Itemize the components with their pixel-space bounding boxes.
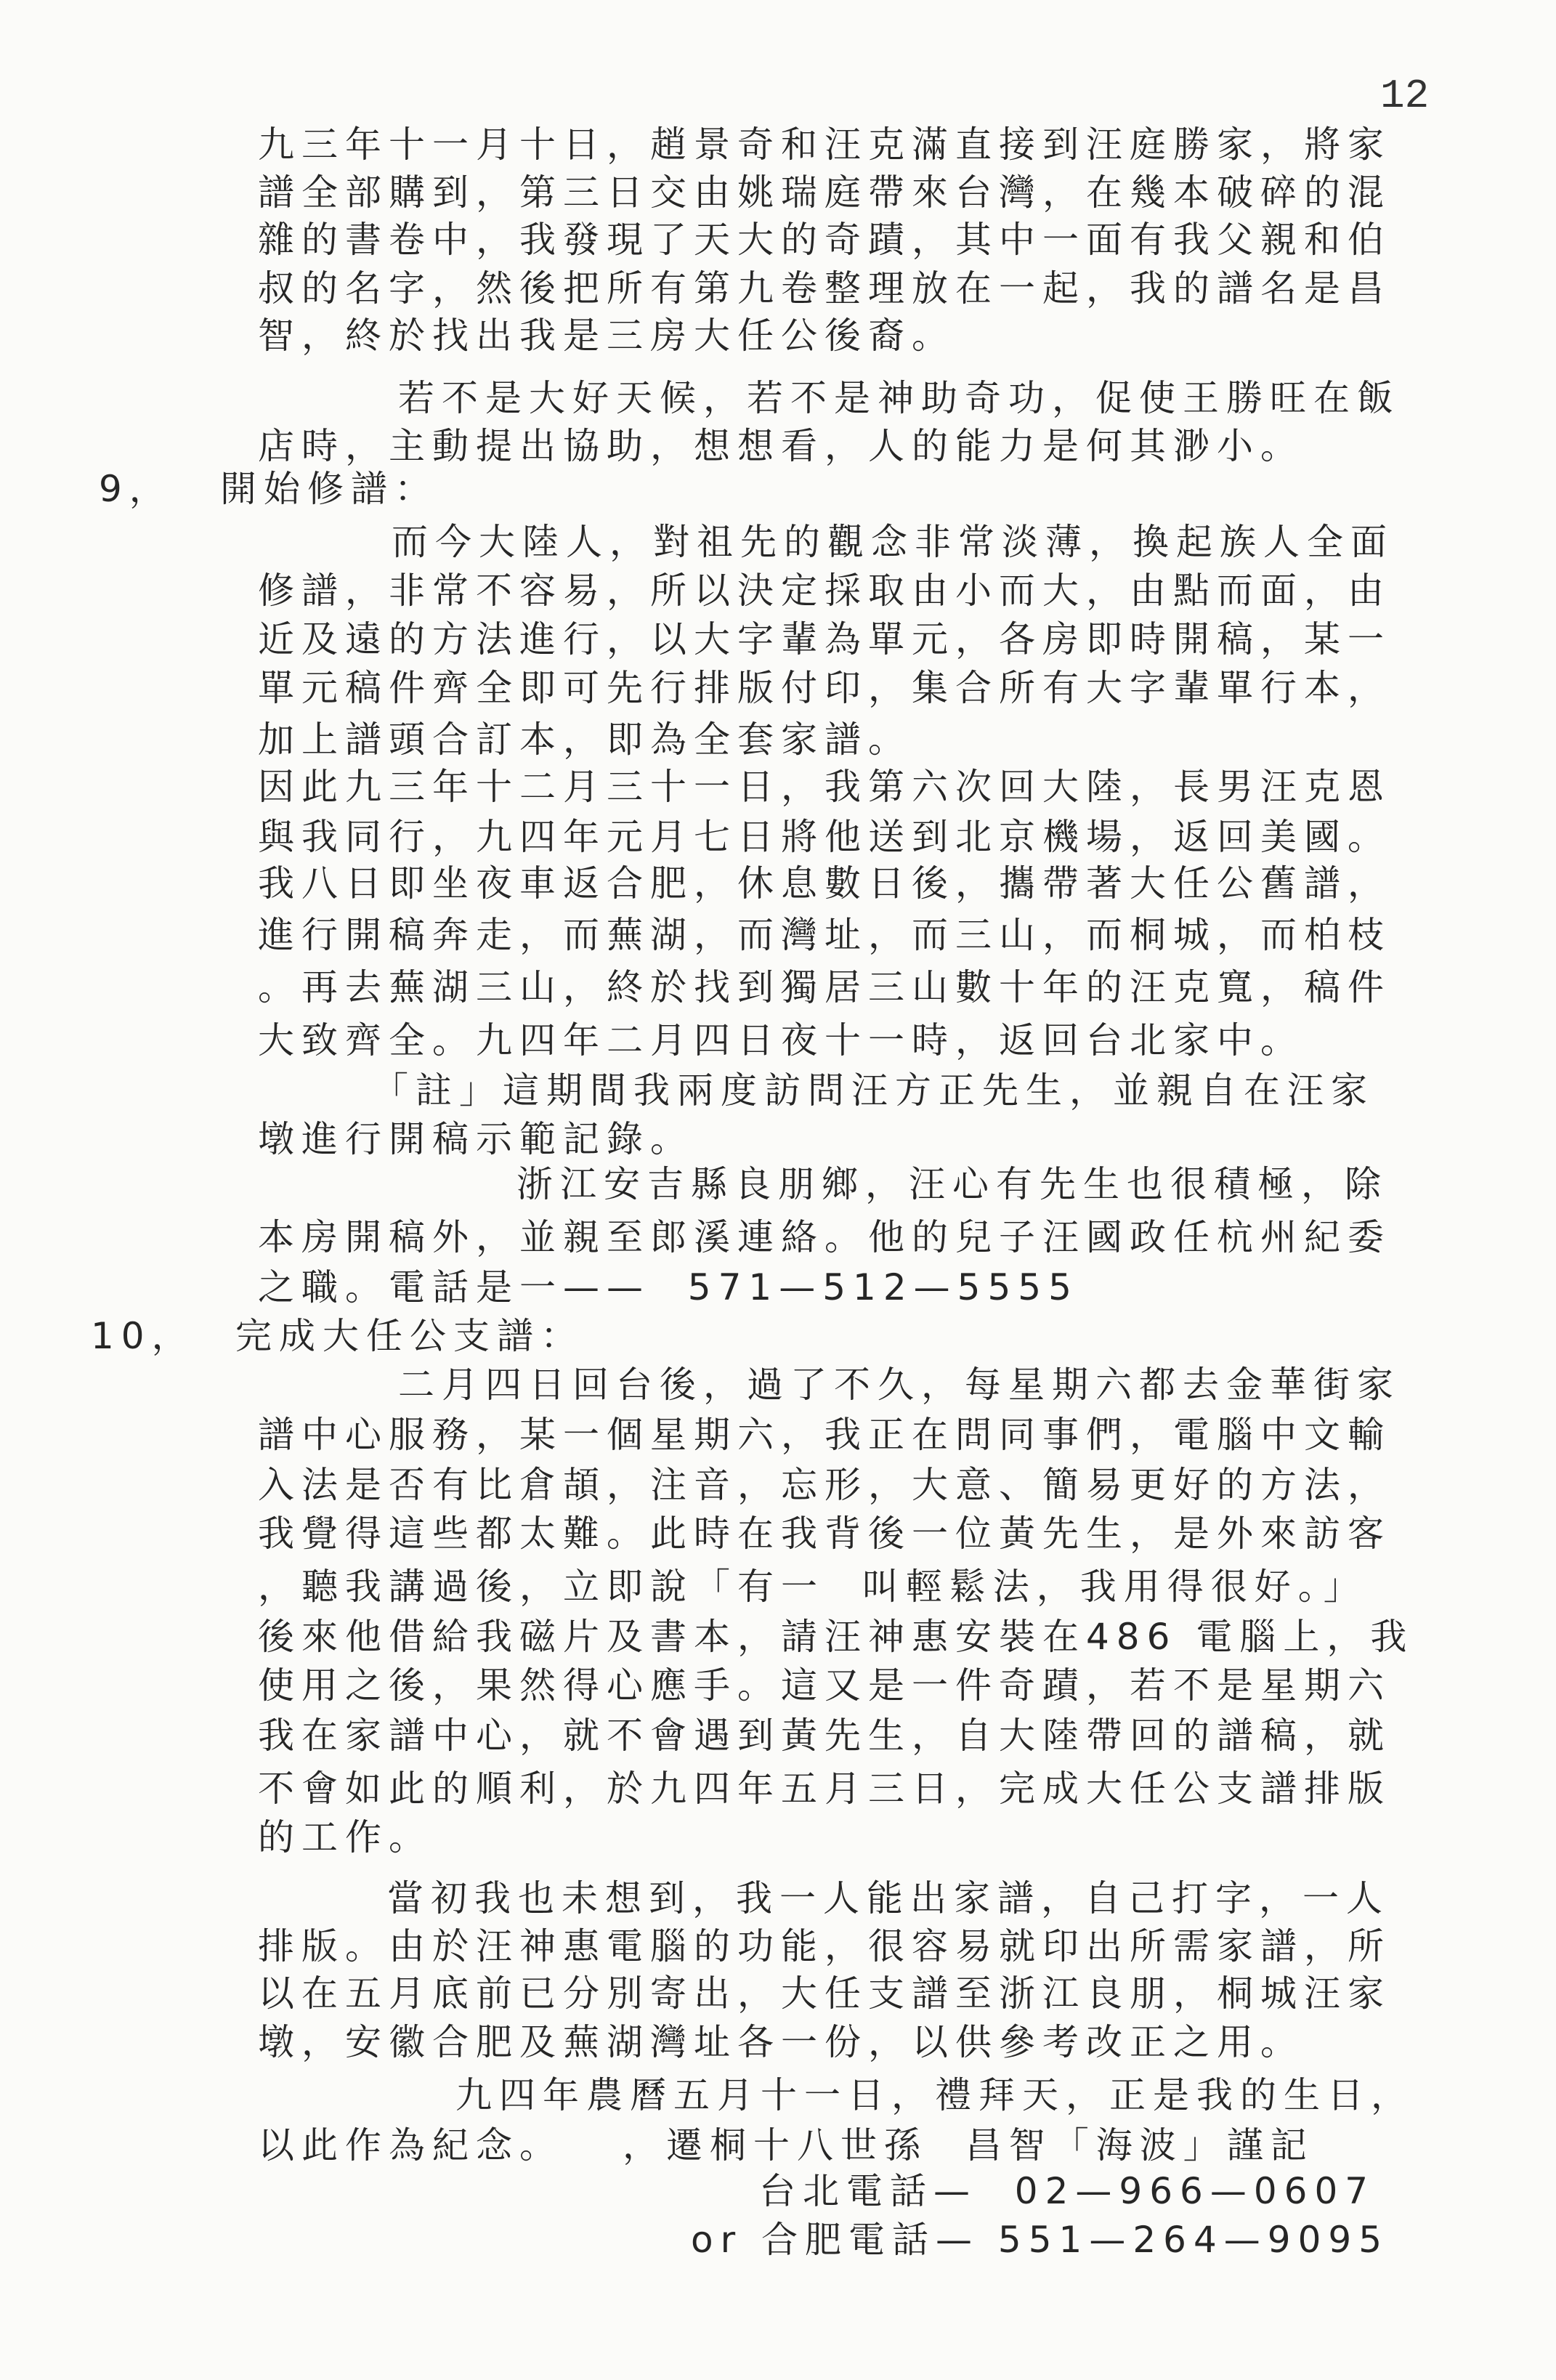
- section-title: 開始修譜：: [220, 468, 438, 510]
- signature-line: ，遷桐十八世孫 昌智「海波」謹記: [623, 2124, 1314, 2166]
- text-line: 智，終於找出我是三房大任公後裔。: [258, 315, 955, 357]
- hefei-phone: or 合肥電話— 551—264—9095: [691, 2219, 1390, 2261]
- text-line: 進行開稿奔走，而蕪湖，而灣址，而三山，而桐城，而柏枝: [258, 914, 1391, 956]
- text-line: 單元稿件齊全即可先行排版付印，集合所有大字輩單行本，: [258, 667, 1391, 709]
- text-line: 入法是否有比倉頡，注音，忘形，大意、簡易更好的方法，: [258, 1464, 1391, 1506]
- page-number: 12: [1380, 73, 1430, 119]
- text-line: 墩，安徽合肥及蕪湖灣址各一份，以供參考改正之用。: [258, 2021, 1304, 2063]
- text-line: 。再去蕪湖三山，終於找到獨居三山數十年的汪克寬，稿件: [258, 966, 1391, 1008]
- section-title: 完成大任公支譜：: [235, 1315, 584, 1357]
- text-line: 店時，主動提出協助，想想看，人的能力是何其渺小。: [258, 425, 1304, 467]
- text-line: 「註」這期間我兩度訪問汪方正先生，並親自在汪家: [372, 1069, 1374, 1112]
- text-line: 九三年十一月十日，趙景奇和汪克滿直接到汪庭勝家，將家: [258, 124, 1391, 166]
- text-line: 譜中心服務，某一個星期六，我正在問同事們，電腦中文輸: [258, 1414, 1391, 1456]
- text-line: 九四年農曆五月十一日，禮拜天，正是我的生日，: [455, 2074, 1414, 2116]
- text-line: 以此作為紀念。: [258, 2124, 563, 2166]
- text-line: 而今大陸人，對祖先的觀念非常淡薄，換起族人全面: [392, 521, 1394, 563]
- text-line: 因此九三年十二月三十一日，我第六次回大陸，長男汪克恩: [258, 766, 1391, 808]
- text-line: 之職。電話是一—— 571—512—5555: [258, 1266, 1079, 1308]
- section-number: 9，: [99, 468, 173, 510]
- text-line: 當初我也未想到，我一人能出家譜，自己打字，一人: [387, 1877, 1390, 1919]
- text-line: 浙江安吉縣良朋鄉，汪心有先生也很積極，除: [516, 1163, 1388, 1205]
- text-line: 的工作。: [258, 1816, 432, 1858]
- text-line: 我覺得這些都太難。此時在我背後一位黃先生，是外來訪客: [258, 1513, 1391, 1555]
- text-line: 叔的名字，然後把所有第九卷整理放在一起，我的譜名是昌: [258, 267, 1391, 309]
- text-line: 譜全部購到，第三日交由姚瑞庭帶來台灣，在幾本破碎的混: [258, 171, 1391, 214]
- taipei-phone: 台北電話— 02—966—0607: [759, 2170, 1376, 2212]
- text-line: 近及遠的方法進行，以大字輩為單元，各房即時開稿，某一: [258, 618, 1391, 660]
- text-line: 我八日即坐夜車返合肥，休息數日後，攜帶著大任公舊譜，: [258, 862, 1391, 904]
- text-line: 本房開稿外，並親至郎溪連絡。他的兒子汪國政任杭州紀委: [258, 1216, 1391, 1258]
- text-line: 與我同行，九四年元月七日將他送到北京機場，返回美國。: [258, 816, 1391, 858]
- text-line: ，聽我講過後，立即說「有一 叫輕鬆法，我用得很好。」: [258, 1566, 1367, 1608]
- text-line: 修譜，非常不容易，所以決定採取由小而大，由點而面，由: [258, 570, 1391, 612]
- text-line: 二月四日回台後，過了不久，每星期六都去金華街家: [398, 1364, 1401, 1406]
- text-line: 加上譜頭合訂本，即為全套家譜。: [258, 719, 912, 761]
- text-line: 排版。由於汪神惠電腦的功能，很容易就印出所需家譜，所: [258, 1925, 1391, 1967]
- text-line: 我在家譜中心，就不會遇到黃先生，自大陸帶回的譜稿，就: [258, 1715, 1391, 1757]
- text-line: 墩進行開稿示範記錄。: [258, 1118, 694, 1160]
- text-line: 不會如此的順利，於九四年五月三日，完成大任公支譜排版: [258, 1768, 1391, 1810]
- text-line: 以在五月底前已分別寄出，大任支譜至浙江良朋，桐城汪家: [258, 1972, 1391, 2015]
- text-line: 後來他借給我磁片及書本，請汪神惠安裝在486 電腦上，我: [258, 1616, 1414, 1658]
- text-line: 大致齊全。九四年二月四日夜十一時，返回台北家中。: [258, 1019, 1304, 1061]
- text-line: 若不是大好天候，若不是神助奇功，促使王勝旺在飯: [398, 377, 1401, 419]
- text-line: 雜的書卷中，我發現了天大的奇蹟，其中一面有我父親和伯: [258, 219, 1391, 261]
- text-line: 使用之後，果然得心應手。這又是一件奇蹟，若不是星期六: [258, 1664, 1391, 1707]
- section-number: 10，: [91, 1315, 195, 1357]
